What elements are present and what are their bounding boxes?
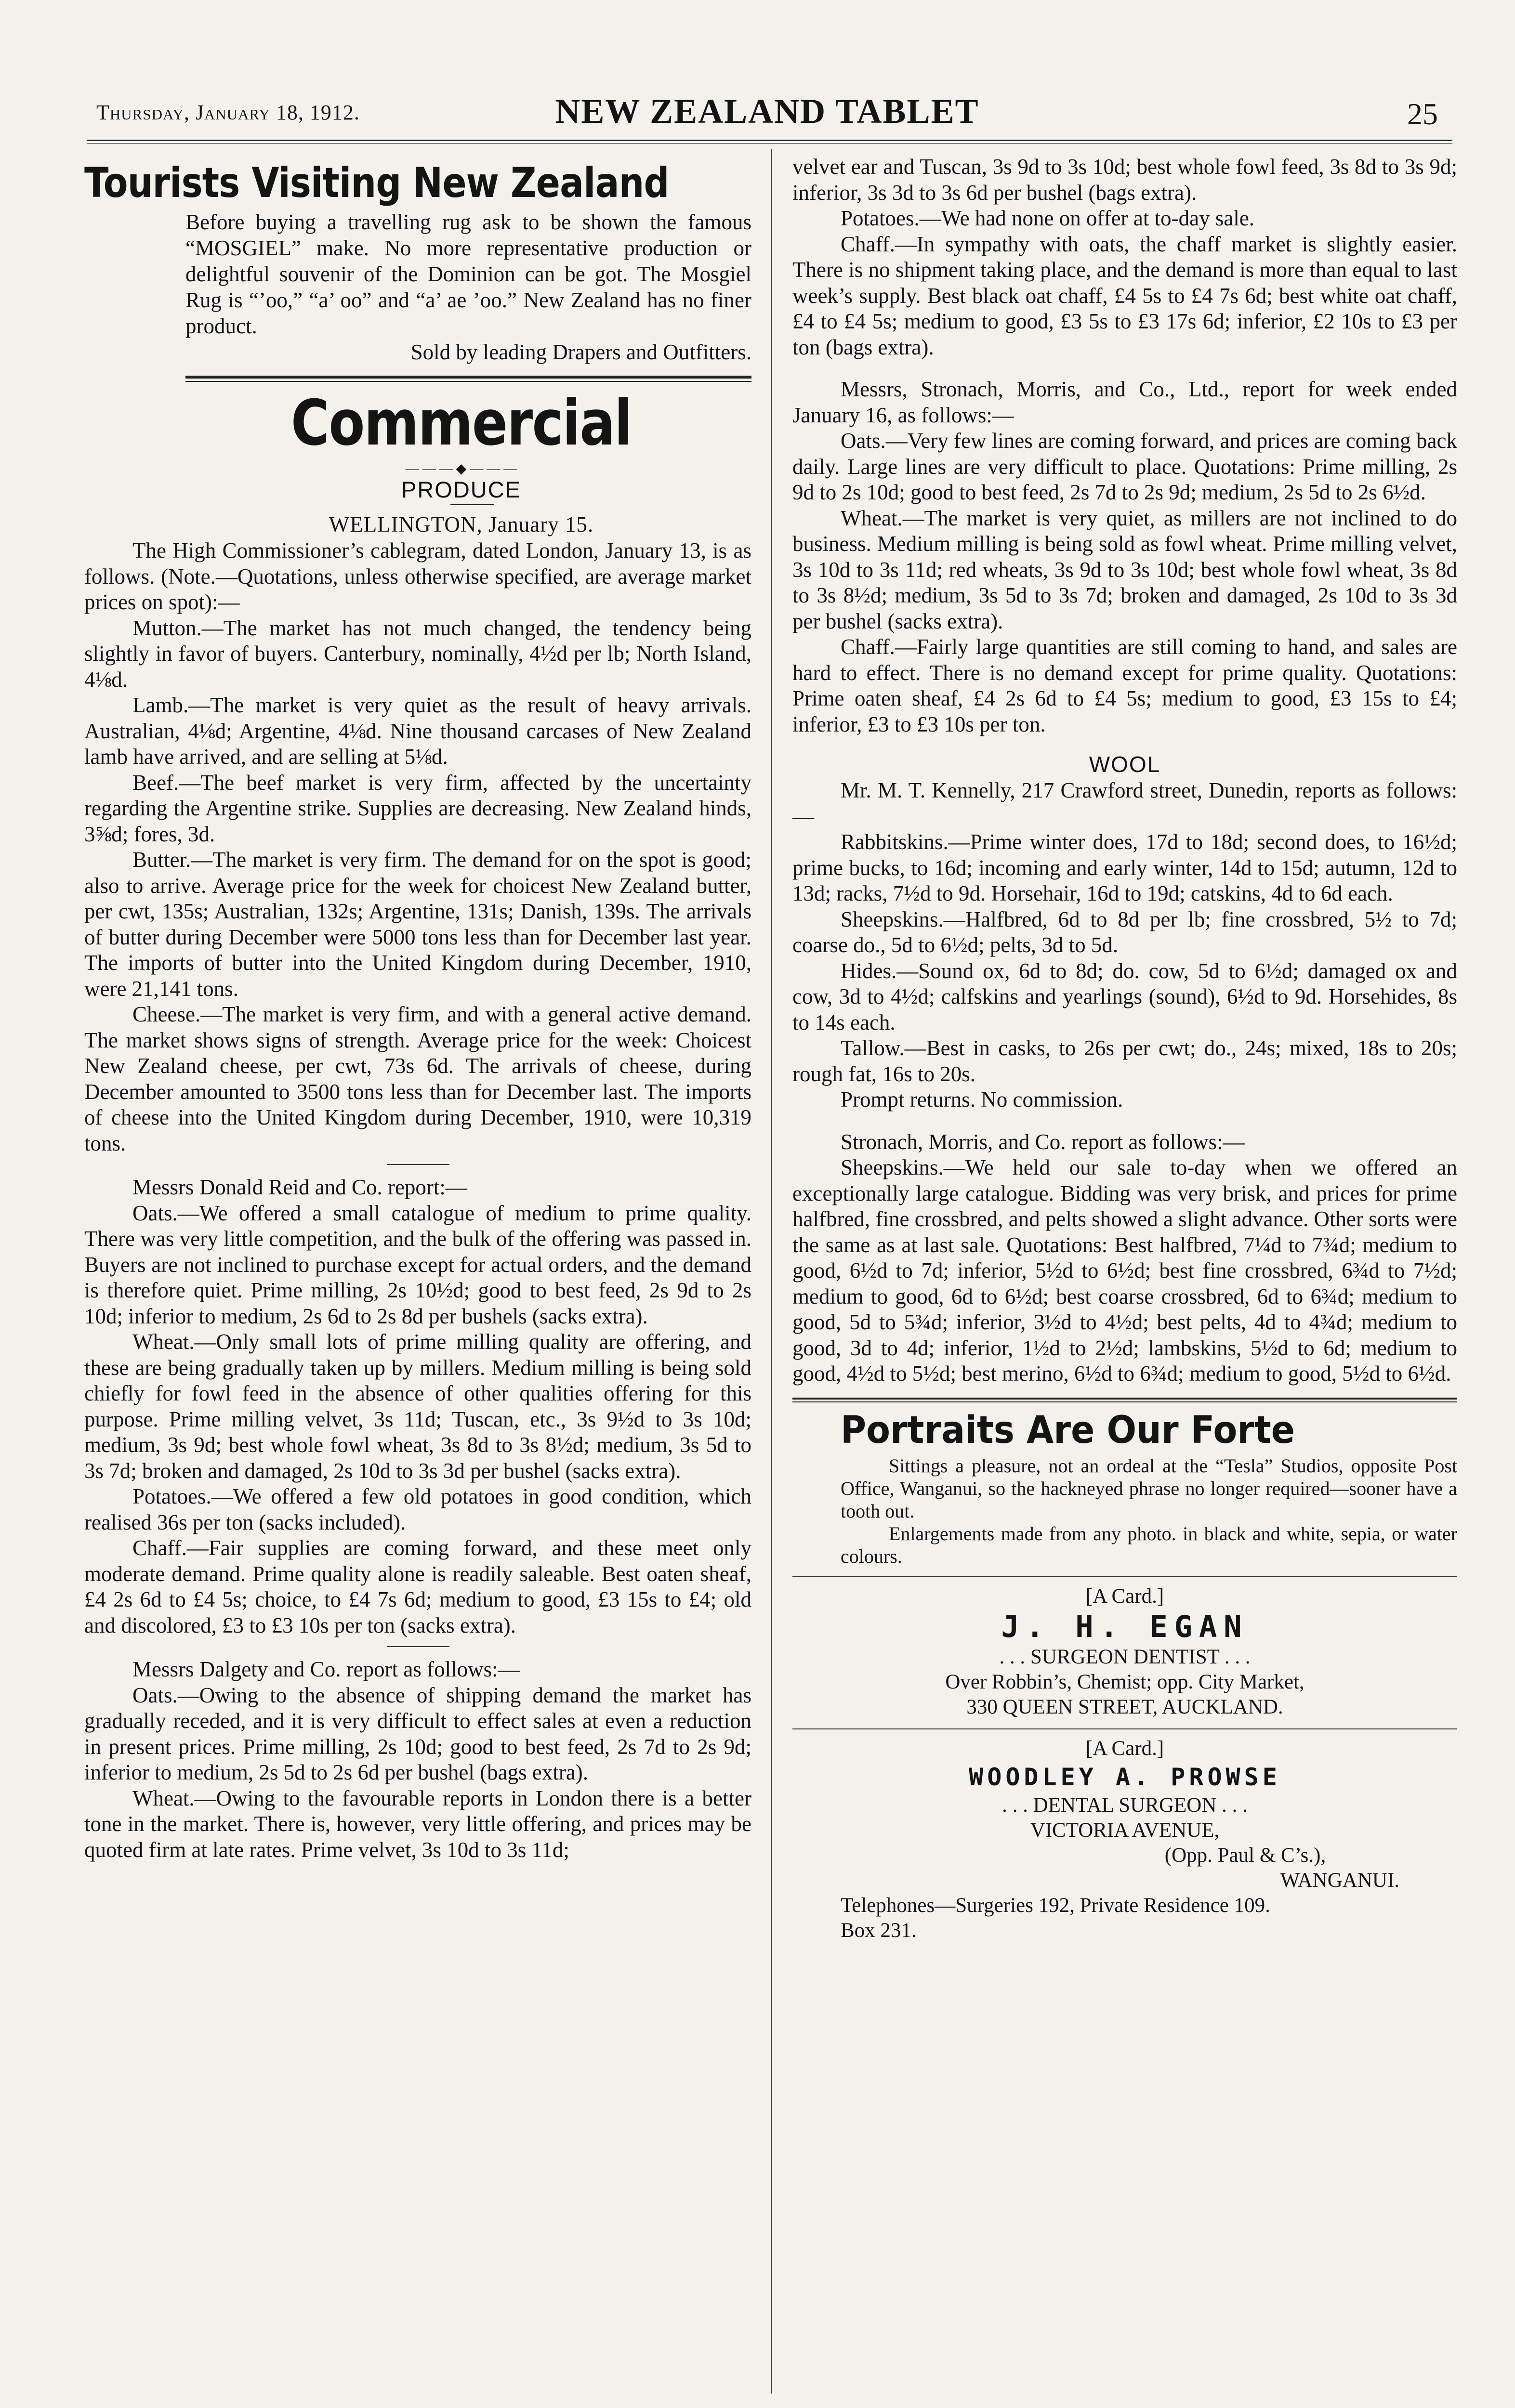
section-rule	[185, 376, 751, 382]
header-rule	[87, 140, 1452, 144]
advertisement-rule	[792, 1398, 1457, 1402]
produce-paragraph: Lamb.—The market is very quiet as the result of heavy arrivals. Australian, 4⅛d; Argentine, 4⅛d. Nine thousand carcases of New Zealand lamb have arrived, and are selling at 5⅛d.	[84, 693, 751, 769]
page-number: 25	[1407, 97, 1438, 131]
produce-paragraph: Mutton.—The market has not much changed, the tendency being slightly in favor of buyers. Canterbury, nominally, 4½d per lb; North Island, 4⅛d.	[84, 615, 751, 692]
reid-paragraph: Oats.—We offered a small catalogue of medium to prime quality. There was very little competition, and the bulk of the offering was passed in. Buyers are not inclined to purchase except for actual orders, and the demand is therefore quiet. Prime milling, 2s 10½d; good to best feed, 2s 9d to 2s 10d; inferior to medium, 2s 6d to 2s 8d per bushels (sacks extra).	[84, 1201, 751, 1328]
tourists-tagline: Sold by leading Drapers and Outfitters.	[410, 340, 751, 364]
stronach-intro: Messrs, Stronach, Morris, and Co., Ltd., report for week ended January 16, as follows:—	[792, 377, 1457, 427]
ad-divider	[792, 1576, 1457, 1577]
kennelly-paragraph: Sheepskins.—Halfbred, 6d to 8d per lb; fine crossbred, 5½ to 7d; coarse do., 5d to 6½d; pelts, 3d to 5d.	[792, 907, 1457, 957]
woodley-name: WOODLEY A. PROWSE	[969, 1763, 1281, 1791]
reid-paragraph: Chaff.—Fair supplies are coming forward, and these meet only moderate demand. Prime quality alone is readily saleable. Best oaten sheaf, £4 2s 6d to £4 5s; choice, to £4 7s 6d; medium to good, £3 15s to £4; old and discolored, £3 to £3 10s per ton (sacks extra).	[84, 1536, 751, 1637]
kennelly-paragraph: Rabbitskins.—Prime winter does, 17d to 18d; second does, to 16½d; prime bucks, to 16d; incoming and early winter, 14d to 15d; autumn, 12d to 13d; racks, 7½d to 9d. Horsehair, 16d to 19d; catskins, 4d to 6d each.	[792, 830, 1457, 905]
egan-name: J. H. EGAN	[1001, 1609, 1249, 1644]
reid-paragraph: Potatoes.—We offered a few old potatoes in good condition, which realised 36s per ton (sacks included).	[84, 1484, 751, 1534]
dalgety-intro: Messrs Dalgety and Co. report as follows:—	[132, 1657, 520, 1681]
box-number: Box 231.	[841, 1919, 917, 1942]
kennelly-paragraph: Hides.—Sound ox, 6d to 8d; do. cow, 5d to 6½d; damaged ox and cow, 3d to 4½d; calfskins and yearlings (sound), 6½d to 9d. Horsehides, 8s to 14s each.	[792, 958, 1457, 1034]
section-separator	[387, 1646, 449, 1647]
ornament-divider: — — — ◆ — — —	[405, 461, 517, 476]
sheepskins-paragraph: Sheepskins.—We held our sale to-day when we offered an exceptionally large catalogue. Bidding was very brisk, and prices for prime halfbred, fine crossbred, and pelts showed a slight advance. Other sorts were the same as at last sale. Quotations: Best halfbred, 7¼d to 7¾d; medium to good, 6½d to 7d; inferior, 5½d to 6½d; best fine crossbred, 6¾d to 7½d; medium to good, 6d to 6½d; best coarse crossbred, 6d to 6¾d; medium to good, 5d to 5¾d; inferior, 3½d to 4½d; best pelts, 4d to 4¾d; medium to good, 3d to 4d; inferior, 1½d to 2½d; lambskins, 5½d to 6d; medium to good, 4½d to 5½d; best merino, 6½d to 6¾d; medium to good, 5½d to 6½d.	[792, 1155, 1457, 1386]
wool-heading: WOOL	[1089, 752, 1161, 777]
continued-paragraph: Potatoes.—We had none on offer at to-day sale.	[841, 206, 1255, 230]
stronach2-intro: Stronach, Morris, and Co. report as follows:—	[841, 1129, 1245, 1154]
woodley-address: WANGANUI.	[1280, 1869, 1399, 1892]
stronach-paragraph: Wheat.—The market is very quiet, as millers are not inclined to do business. Medium milling is being sold as fowl wheat. Prime milling velvet, 3s 10d to 3s 11d; red wheats, 3s 9d to 3s 10d; best whole fowl wheat, 3s 8d to 3s 8½d; medium, 3s 5d to 3s 7d; broken and damaged, 2s 10d to 3s 3d per bushel (sacks extra).	[792, 506, 1457, 633]
right-column	[792, 154, 1457, 1943]
portraits-body: Sittings a pleasure, not an ordeal at the “Tesla” Studios, opposite Post Office, Wanganui, so the hackneyed phrase no longer required—sooner have a tooth out.	[841, 1454, 1457, 1522]
telephones: Telephones—Surgeries 192, Private Residence 109.	[841, 1894, 1270, 1917]
woodley-title: . . . DENTAL SURGEON . . .	[1002, 1793, 1248, 1817]
continued-paragraph: Chaff.—In sympathy with oats, the chaff market is slightly easier. There is no shipment taking place, and the demand is more than equal to last week’s supply. Best black oat chaff, £4 5s to £4 7s 6d; best white oat chaff, £4 to £4 5s; medium to good, £3 5s to £3 17s 6d; inferior, £2 10s to £3 per ton (bags extra).	[792, 232, 1457, 359]
produce-paragraph: Butter.—The market is very firm. The demand for on the spot is good; also to arrive. Average price for the week for choicest New Zealand butter, per cwt, 135s; Australian, 132s; Argentine, 131s; Danish, 139s. The arrivals of butter during December were 5000 tons less than for December last year. The imports of butter into the United Kingdom during December, 1910, were 21,141 tons.	[84, 848, 751, 1001]
wellington-dateline: WELLINGTON, January 15.	[329, 512, 594, 537]
produce-paragraph: Beef.—The beef market is very firm, affected by the uncertainty regarding the Argentine strike. Supplies are decreasing. New Zealand hinds, 3⅝d; fores, 3d.	[84, 770, 751, 846]
short-rule	[450, 504, 494, 505]
produce-paragraph: Cheese.—The market is very firm, and with a general active demand. The market shows signs of strength. Average price for the week: Choicest New Zealand cheese, per cwt, 73s 6d. The arrivals of cheese, during December amounted to 3500 tons less than for December last. The imports of cheese into the United Kingdom during December, 1910, were 10,319 tons.	[84, 1002, 751, 1155]
egan-address: Over Robbin’s, Chemist; opp. City Market,	[945, 1670, 1304, 1693]
kennelly-paragraph: Tallow.—Best in casks, to 26s per cwt; do., 24s; mixed, 18s to 20s; rough fat, 16s to 20s.	[792, 1036, 1457, 1086]
dalgety-paragraph: Wheat.—Owing to the favourable reports in London there is a better tone in the market. There is, however, very little offering, and prices may be quoted firm at late rates. Prime velvet, 3s 10d to 3s 11d;	[84, 1786, 751, 1862]
ad-divider	[792, 1728, 1457, 1729]
card-label: [A Card.]	[1085, 1737, 1164, 1760]
produce-subheading: PRODUCE	[401, 477, 522, 502]
portraits-body: Enlargements made from any photo. in black and white, sepia, or water colours.	[841, 1522, 1457, 1567]
tourists-body: Before buying a travelling rug ask to be shown the famous “MOSGIEL” make. No more representative production or delightful souvenir of the Dominion can be got. The Mosgiel Rug is “’oo,” “a’ oo” and “a’ ae ’oo.” New Zealand has no finer product.	[185, 210, 751, 338]
kennelly-intro: Mr. M. T. Kennelly, 217 Crawford street, Dunedin, reports as follows:—	[792, 778, 1457, 828]
card-label: [A Card.]	[1085, 1584, 1164, 1608]
woodley-address: VICTORIA AVENUE,	[1030, 1819, 1220, 1842]
tourists-heading: Tourists Visiting New Zealand	[84, 159, 669, 207]
commercial-heading: Commercial	[290, 386, 632, 459]
egan-title: . . . SURGEON DENTIST . . .	[999, 1645, 1251, 1668]
stronach-paragraph: Oats.—Very few lines are coming forward, and prices are coming back daily. Large lines are very difficult to place. Quotations: Prime milling, 2s 9d to 2s 10d; good to best feed, 2s 7d to 2s 9d; medium, 2s 5d to 2s 6½d.	[792, 429, 1457, 504]
kennelly-paragraph: Prompt returns. No commission.	[841, 1087, 1123, 1112]
dalgety-paragraph: Oats.—Owing to the absence of shipping demand the market has gradually receded, and it is very difficult to effect sales at even a reduction in present prices. Prime milling, 2s 10d; good to best feed, 2s 7d to 2s 9d; inferior to medium, 2s 5d to 2s 6d per bushel (bags extra).	[84, 1683, 751, 1784]
produce-paragraph: The High Commissioner’s cablegram, dated London, January 13, is as follows. (Note.—Quotations, unless otherwise specified, are average market prices on spot):—	[84, 538, 751, 614]
stronach-paragraph: Chaff.—Fairly large quantities are still coming to hand, and sales are hard to effect. There is no demand except for prime quality. Quotations: Prime oaten sheaf, £4 2s 6d to £4 5s; medium to good, £3 15s to £4; inferior, £3 to £3 10s per ton.	[792, 635, 1457, 736]
continued-paragraph: velvet ear and Tuscan, 3s 9d to 3s 10d; best whole fowl feed, 3s 8d to 3s 9d; inferior, 3s 3d to 3s 6d per bushel (bags extra).	[792, 155, 1457, 205]
column-divider	[771, 149, 772, 2394]
egan-address: 330 QUEEN STREET, AUCKLAND.	[966, 1695, 1283, 1718]
left-column	[84, 154, 751, 1863]
section-separator	[387, 1164, 449, 1165]
masthead-title: NEW ZEALAND TABLET	[555, 92, 979, 131]
portraits-heading: Portraits Are Our Forte	[841, 1408, 1295, 1452]
issue-date: Thursday, January 18, 1912.	[96, 101, 360, 124]
reid-intro: Messrs Donald Reid and Co. report:—	[132, 1175, 467, 1199]
reid-paragraph: Wheat.—Only small lots of prime milling quality are offering, and these are being gradually taken up by millers. Medium milling is being sold chiefly for fowl feed in the absence of other qualities offering for this purpose. Prime milling velvet, 3s 11d; Tuscan, etc., 3s 9½d to 3s 10d; medium, 3s 9d; best whole fowl wheat, 3s 8d to 3s 8½d; medium, 3s 5d to 3s 7d; broken and damaged, 2s 10d to 3s 3d per bushel (sacks extra).	[84, 1330, 751, 1483]
running-header	[96, 92, 1438, 130]
woodley-address: (Opp. Paul & C’s.),	[1164, 1844, 1326, 1867]
